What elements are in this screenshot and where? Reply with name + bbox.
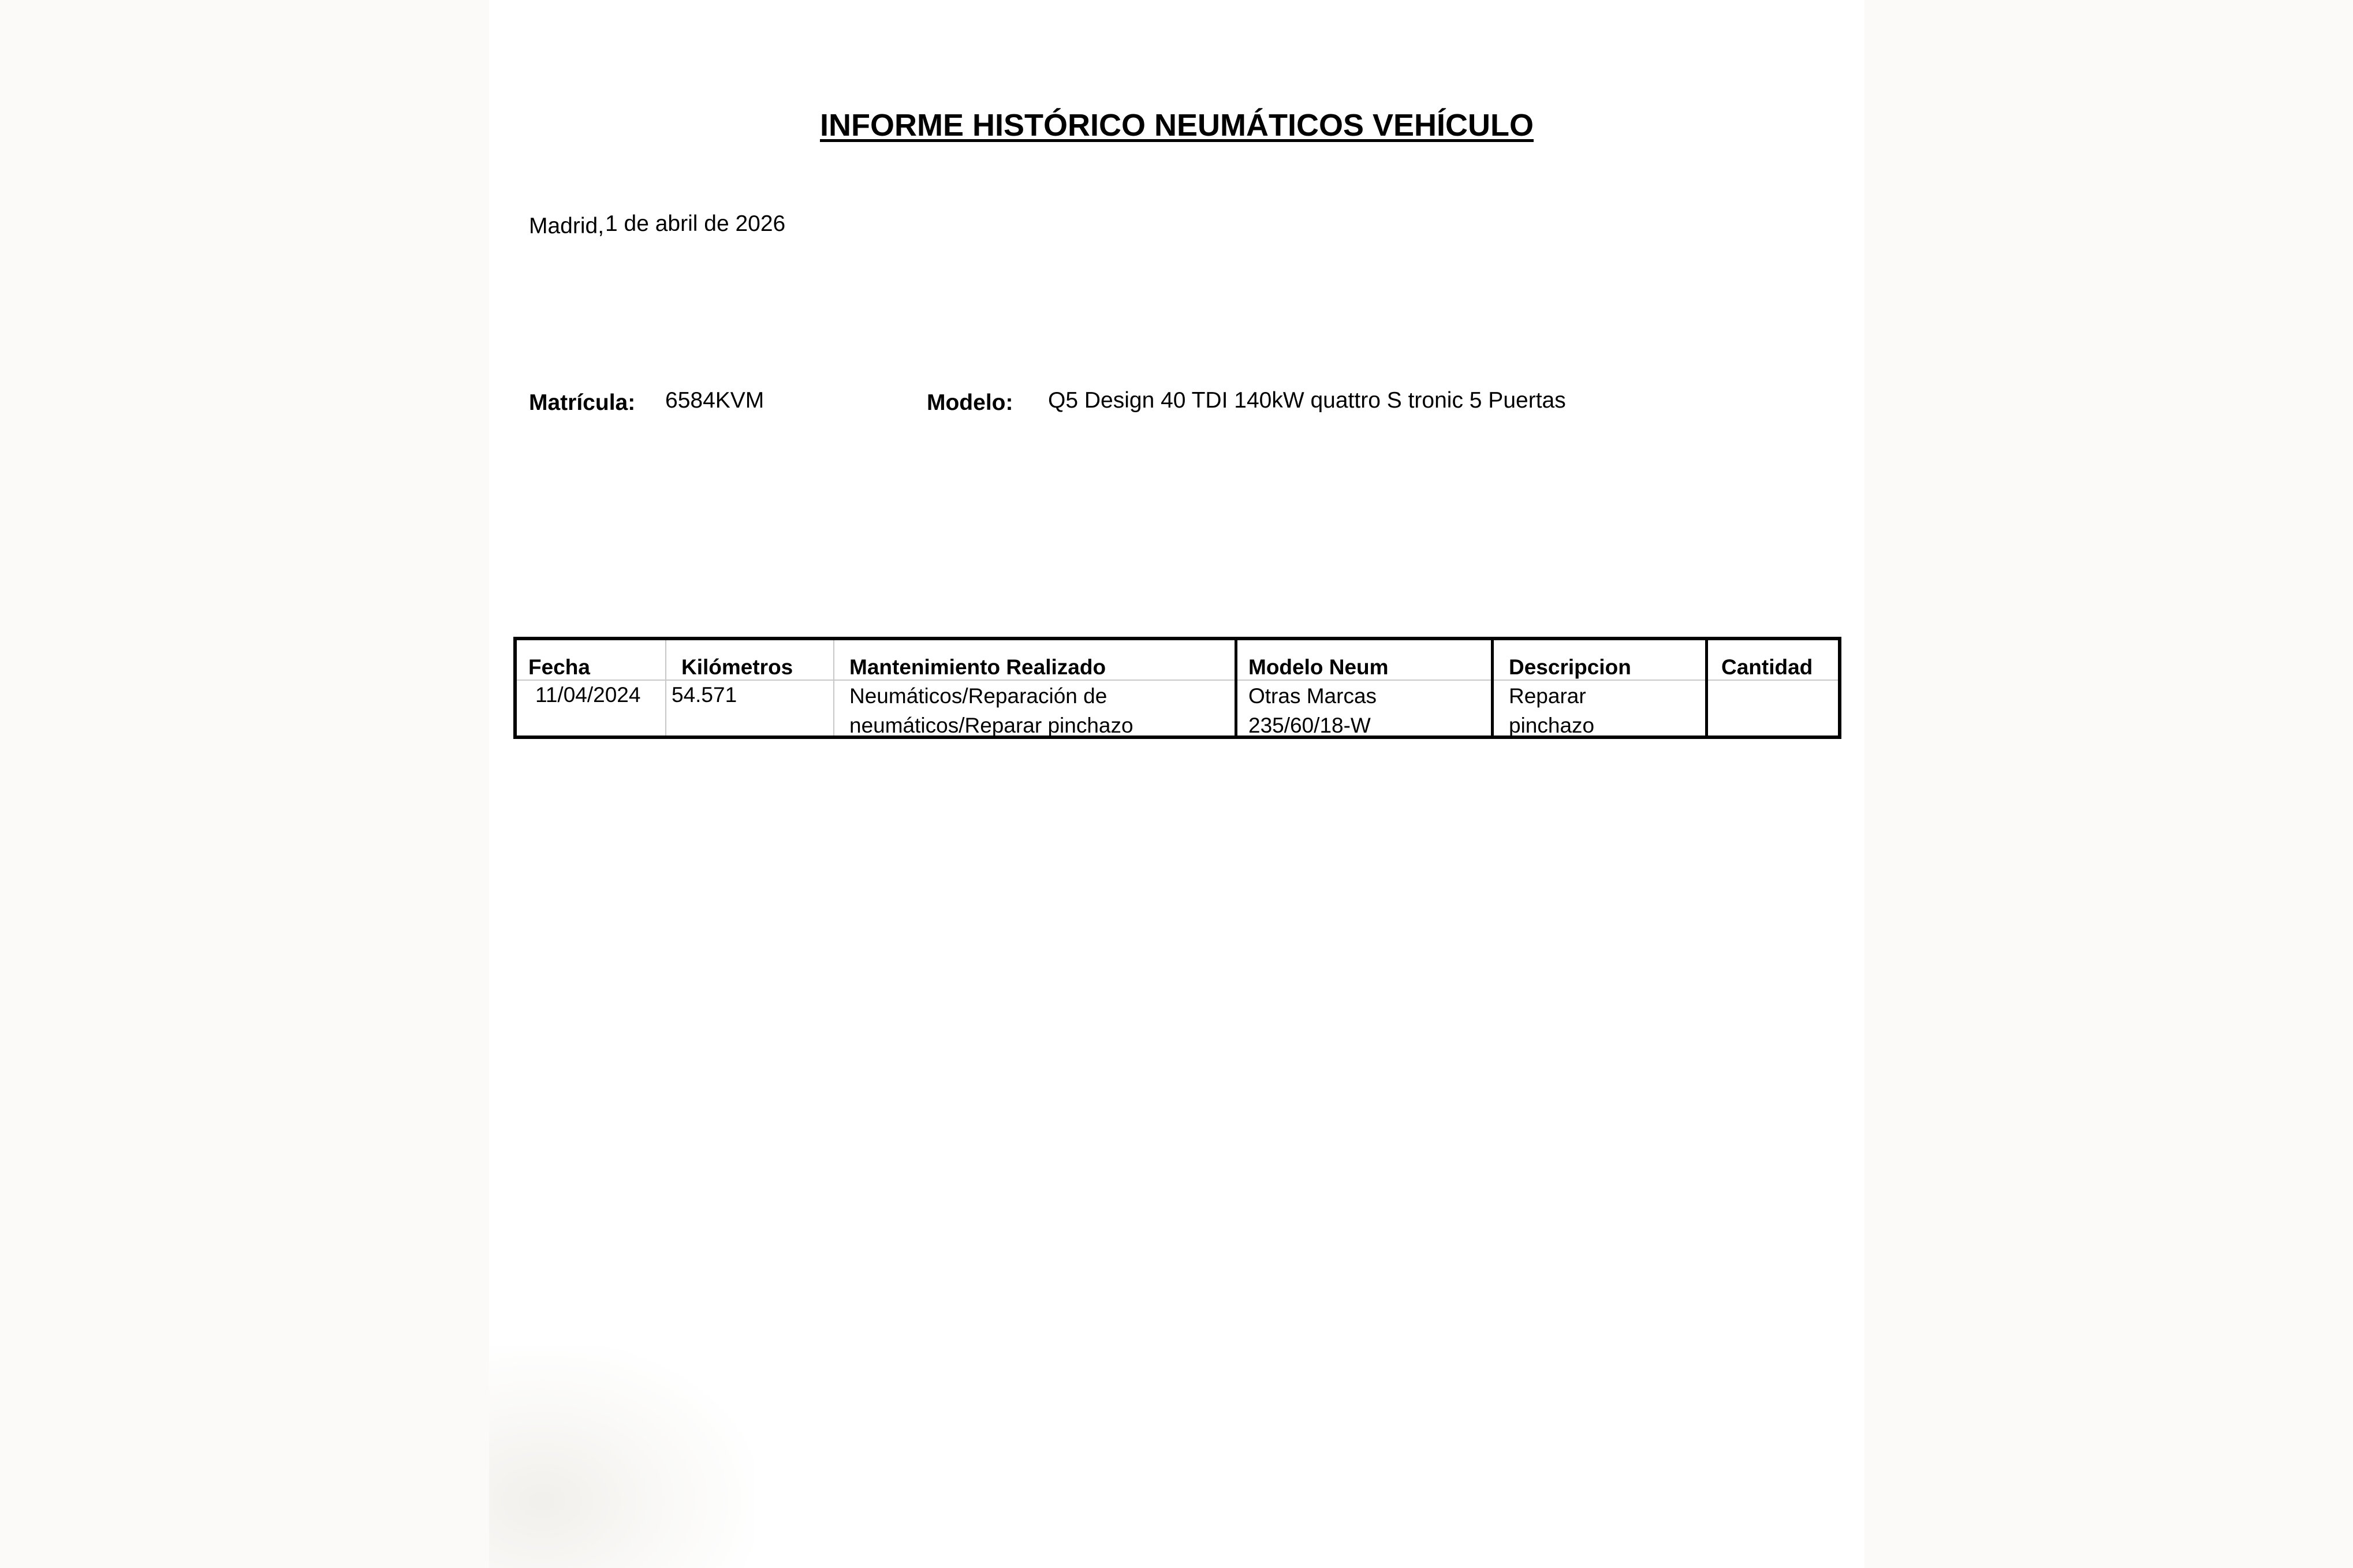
- column-header-fecha: Fecha: [528, 655, 590, 679]
- document-page: [489, 0, 1864, 1568]
- report-date: 1 de abril de 2026: [605, 211, 786, 236]
- column-divider: [833, 640, 834, 736]
- column-header-descripcion: Descripcion: [1509, 655, 1631, 679]
- column-header-mantenimiento: Mantenimiento Realizado: [849, 655, 1106, 679]
- column-header-modelo-neum: Modelo Neum: [1248, 655, 1389, 679]
- cell-mantenimiento-line1: Neumáticos/Reparación de: [849, 684, 1107, 708]
- cell-descripcion-line2: pinchazo: [1509, 714, 1595, 737]
- scan-smudge: [489, 1345, 755, 1568]
- tire-history-table: [513, 637, 1841, 739]
- column-divider: [1235, 640, 1237, 736]
- cell-kilometros: 54.571: [672, 683, 737, 707]
- column-divider: [1705, 640, 1708, 736]
- cell-modelo-line1: Otras Marcas: [1248, 684, 1377, 708]
- model-label: Modelo:: [927, 390, 1013, 415]
- cell-modelo-line2: 235/60/18-W: [1248, 714, 1371, 737]
- plate-label: Matrícula:: [529, 390, 636, 415]
- model-value: Q5 Design 40 TDI 140kW quattro S tronic 5 Puertas: [1048, 388, 1566, 413]
- report-place: Madrid,: [529, 214, 605, 238]
- column-header-cantidad: Cantidad: [1721, 655, 1813, 679]
- report-title: INFORME HISTÓRICO NEUMÁTICOS VEHÍCULO: [819, 108, 1534, 143]
- column-header-kilometros: Kilómetros: [681, 655, 793, 679]
- cell-descripcion-line1: Reparar: [1509, 684, 1586, 708]
- plate-value: 6584KVM: [665, 388, 765, 413]
- column-divider: [1491, 640, 1494, 736]
- cell-fecha: 11/04/2024: [535, 683, 641, 707]
- cell-mantenimiento-line2: neumáticos/Reparar pinchazo: [849, 714, 1133, 737]
- column-divider: [665, 640, 666, 736]
